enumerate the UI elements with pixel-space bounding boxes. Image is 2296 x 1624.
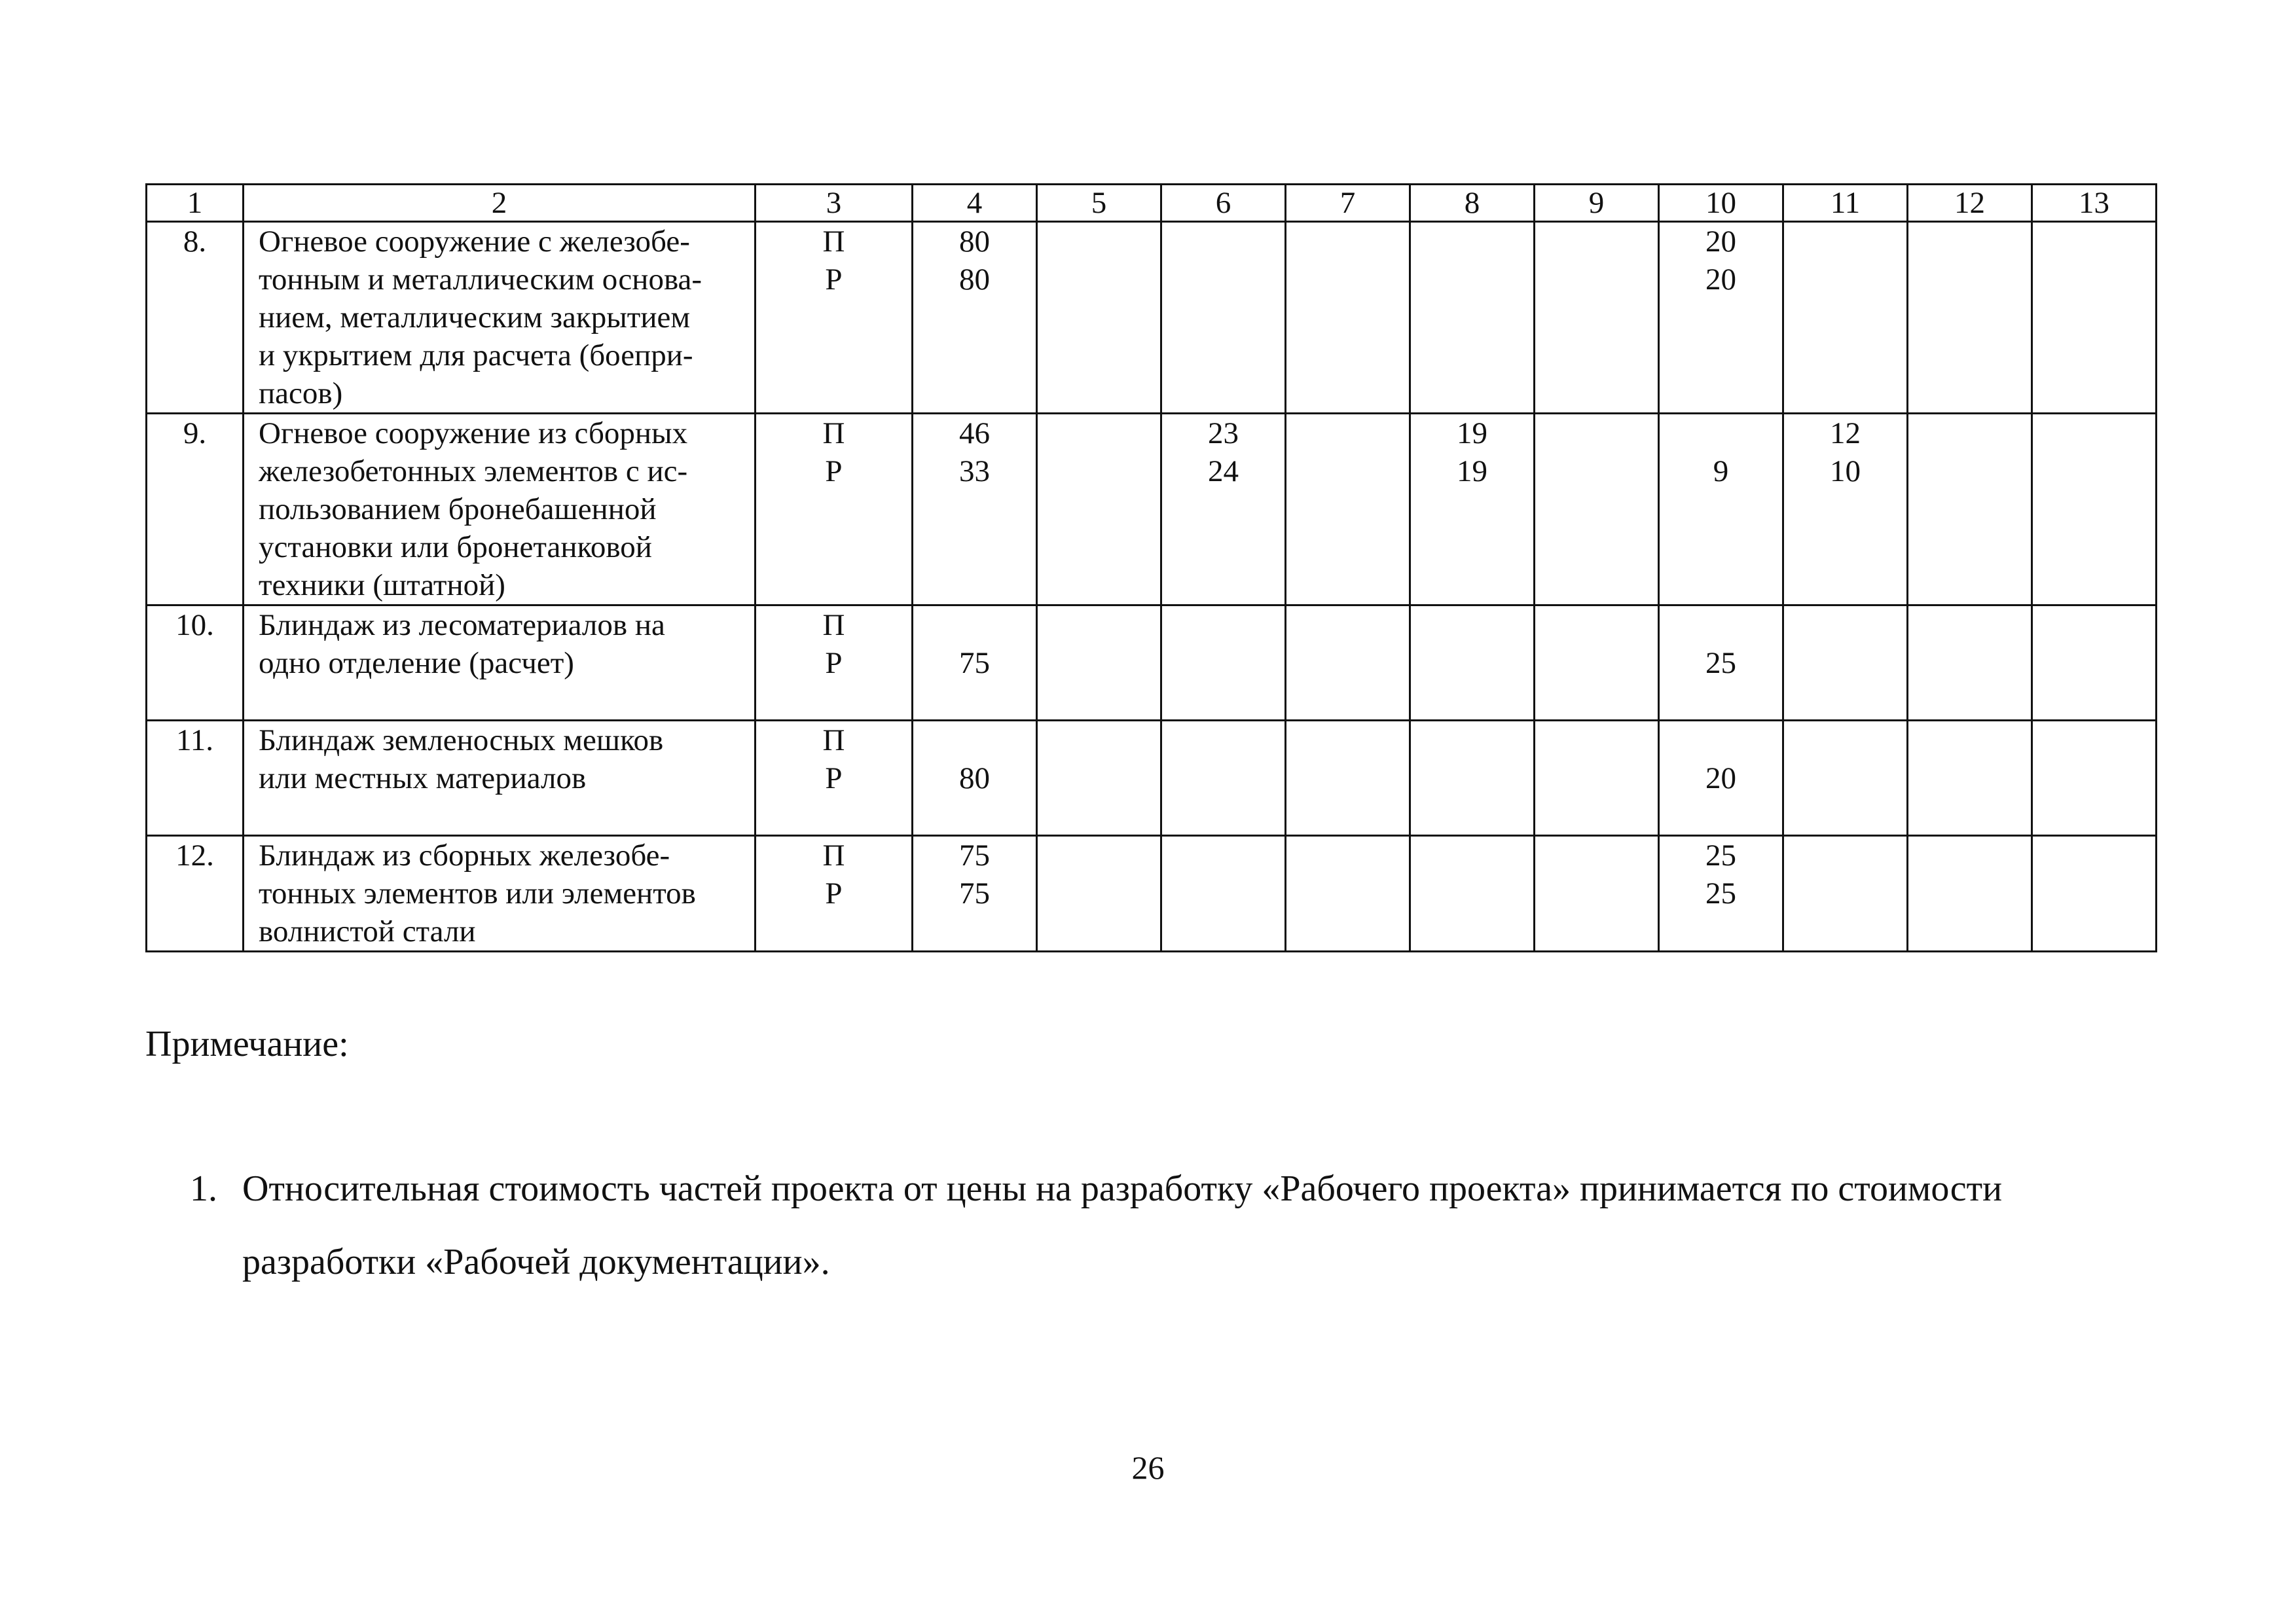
cell-value: 25 [1705,839,1736,873]
cell-value [1784,606,1906,644]
value-cell-col12 [1908,836,2032,952]
cell-value [913,606,1036,644]
row-name-line: Блиндаж из лесоматериалов на [259,608,665,642]
cell-value [1286,644,1409,682]
phase-label: П [822,839,845,873]
value-cell-col11 [1783,605,1908,721]
cell-value [1535,414,1658,452]
cell-value: 24 [1208,454,1239,488]
cell-value [1286,452,1409,490]
value-cell-col7 [1286,605,1410,721]
row-name [244,222,756,414]
cell-value [1038,721,1160,759]
cell-value [1908,261,2031,298]
header-cell: 11 [1783,185,1908,222]
value-cell-col4 [913,222,1037,414]
cell-value [1535,875,1658,912]
cell-value [1908,452,2031,490]
note-item-text: Относительная стоимость частей проекта от цены на разработку «Рабочего проекта» принимается по стоимости разработки «Рабочей документации». [242,1168,2003,1282]
header-cell: 12 [1908,185,2032,222]
value-cell-col9 [1535,222,1659,414]
table-row [147,721,2157,836]
value-cell-col5 [1037,222,1161,414]
cell-value [2033,261,2155,298]
cell-value [1411,721,1533,759]
cell-value [1411,261,1533,298]
cell-value [1908,644,2031,682]
table-row [147,414,2157,605]
cell-value [1784,261,1906,298]
value-cell-col8 [1410,721,1535,836]
cell-value [1535,759,1658,797]
value-cell-col4 [913,605,1037,721]
value-cell-col6 [1161,605,1286,721]
header-cell: 6 [1161,185,1286,222]
cell-value [1286,837,1409,875]
header-cell: 13 [2032,185,2157,222]
phase-label: П [822,723,845,757]
cell-value [1908,606,2031,644]
value-cell-col8 [1410,605,1535,721]
row-name-line: нием, металлическим закрытием [259,300,691,334]
cell-value [2033,875,2155,912]
value-cell-col7 [1286,836,1410,952]
phase-label: Р [825,646,843,680]
cell-value [1038,837,1160,875]
cell-value [1038,606,1160,644]
table-row [147,605,2157,721]
value-cell-col10 [1659,721,1783,836]
cell-value: 75 [959,839,990,873]
value-cell-col10 [1659,605,1783,721]
row-number: 9. [147,414,244,605]
value-cell-col11 [1783,414,1908,605]
cell-value [1286,414,1409,452]
row-name [244,605,756,721]
cell-value [1535,606,1658,644]
cell-value [1411,606,1533,644]
cell-value: 25 [1705,646,1736,680]
phase-cell [756,836,913,952]
cell-value [1908,721,2031,759]
cell-value [1162,223,1285,261]
value-cell-col9 [1535,605,1659,721]
row-name-line: Огневое сооружение с железобе- [259,225,690,259]
phase-label: П [822,416,845,450]
cell-value [1162,261,1285,298]
cell-value: 23 [1208,416,1239,450]
note-item [190,1152,2160,1299]
cell-value [2033,837,2155,875]
value-cell-col10 [1659,414,1783,605]
row-name-line: или местных материалов [259,761,587,795]
header-cell: 1 [147,185,244,222]
cell-value [1908,837,2031,875]
value-cell-col13 [2032,836,2157,952]
cell-value: 9 [1713,454,1729,488]
cell-value: 46 [959,416,990,450]
cell-value: 19 [1457,416,1487,450]
cell-value [2033,452,2155,490]
table-row [147,222,2157,414]
value-cell-col12 [1908,721,2032,836]
row-name-line: волнистой стали [259,914,476,948]
cell-value: 80 [959,761,990,795]
row-name-line: Блиндаж земленосных мешков [259,723,664,757]
cell-value [1162,875,1285,912]
value-cell-col13 [2032,721,2157,836]
cell-value [1535,452,1658,490]
phase-label: Р [825,262,843,297]
cell-value [2033,606,2155,644]
cell-value [1286,721,1409,759]
row-name-line: Огневое сооружение из сборных [259,416,688,450]
value-cell-col9 [1535,721,1659,836]
cell-value [1286,875,1409,912]
row-number: 11. [147,721,244,836]
header-cell: 4 [913,185,1037,222]
cell-value [1784,721,1906,759]
cell-value [1286,759,1409,797]
value-cell-col13 [2032,222,2157,414]
header-cell: 2 [244,185,756,222]
row-name-line: одно отделение (расчет) [259,646,574,680]
cell-value [1660,721,1782,759]
row-name [244,836,756,952]
cell-value [1286,223,1409,261]
header-cell: 10 [1659,185,1783,222]
cell-value [1535,644,1658,682]
value-cell-col13 [2032,605,2157,721]
cell-value [1162,759,1285,797]
page-number: 26 [1131,1449,1165,1486]
cell-value [1411,223,1533,261]
value-cell-col11 [1783,721,1908,836]
cell-value: 33 [959,454,990,488]
cell-value [1784,837,1906,875]
row-name-line: установки или бронетанковой [259,530,652,564]
header-cell: 8 [1410,185,1535,222]
cell-value [1411,644,1533,682]
header-cell: 9 [1535,185,1659,222]
cell-value [1038,261,1160,298]
value-cell-col11 [1783,836,1908,952]
row-name-line: техники (штатной) [259,568,505,602]
value-cell-col12 [1908,605,2032,721]
cell-value: 80 [959,225,990,259]
cell-value [1286,261,1409,298]
cell-value [1162,644,1285,682]
phase-label: Р [825,876,843,911]
row-name-line: железобетонных элементов с ис- [259,454,688,488]
cell-value [1660,414,1782,452]
value-cell-col8 [1410,836,1535,952]
value-cell-col12 [1908,414,2032,605]
cell-value [1162,837,1285,875]
row-name-line: пользованием бронебашенной [259,492,657,526]
value-cell-col9 [1535,836,1659,952]
cell-value: 20 [1705,761,1736,795]
cell-value [1411,875,1533,912]
cell-value [1784,875,1906,912]
cell-value [1535,721,1658,759]
cell-value: 75 [959,646,990,680]
row-name-line: тонным и металлическим основа- [259,262,702,297]
cell-value: 19 [1457,454,1487,488]
cell-value: 25 [1705,876,1736,911]
row-name-line: тонных элементов или элементов [259,876,696,911]
row-name-line: пасов) [259,376,343,410]
phase-cell [756,721,913,836]
phase-label: Р [825,454,843,488]
table-header-row [147,185,2157,222]
note-list [190,1152,2160,1299]
value-cell-col9 [1535,414,1659,605]
cell-value [1038,223,1160,261]
cell-value [1908,875,2031,912]
value-cell-col10 [1659,222,1783,414]
row-name [244,414,756,605]
cell-value [2033,414,2155,452]
cell-value [1162,606,1285,644]
cell-value: 10 [1830,454,1861,488]
cell-value [2033,759,2155,797]
header-cell: 5 [1037,185,1161,222]
phase-cell [756,414,913,605]
value-cell-col5 [1037,605,1161,721]
value-cell-col6 [1161,222,1286,414]
value-cell-col7 [1286,414,1410,605]
value-cell-col4 [913,414,1037,605]
value-cell-col8 [1410,414,1535,605]
cell-value [1038,414,1160,452]
header-cell: 3 [756,185,913,222]
cell-value: 20 [1705,225,1736,259]
row-name-line: Блиндаж из сборных железобе- [259,839,670,873]
cell-value: 20 [1705,262,1736,297]
value-cell-col6 [1161,414,1286,605]
value-cell-col4 [913,721,1037,836]
phase-cell [756,605,913,721]
value-cell-col4 [913,836,1037,952]
value-cell-col7 [1286,222,1410,414]
cell-value [1038,759,1160,797]
cell-value [1411,837,1533,875]
phase-label: П [822,225,845,259]
value-cell-col5 [1037,414,1161,605]
value-cell-col12 [1908,222,2032,414]
cell-value: 80 [959,262,990,297]
cell-value [2033,644,2155,682]
cell-value [2033,223,2155,261]
cell-value [1535,223,1658,261]
cell-value [1908,223,2031,261]
row-number: 10. [147,605,244,721]
cell-value [913,721,1036,759]
cell-value [1784,644,1906,682]
row-number: 12. [147,836,244,952]
table-row [147,836,2157,952]
cell-value [1660,606,1782,644]
cell-value [1286,606,1409,644]
phase-cell [756,222,913,414]
cell-value [1535,261,1658,298]
value-cell-col11 [1783,222,1908,414]
cell-value: 12 [1830,416,1861,450]
cell-value [1038,644,1160,682]
cell-value [1908,414,2031,452]
value-cell-col5 [1037,721,1161,836]
cost-table [145,183,2157,952]
phase-label: Р [825,761,843,795]
value-cell-col6 [1161,721,1286,836]
value-cell-col10 [1659,836,1783,952]
cell-value [1038,452,1160,490]
cell-value: 75 [959,876,990,911]
phase-label: П [822,608,845,642]
cell-value [2033,721,2155,759]
cell-value [1162,721,1285,759]
value-cell-col7 [1286,721,1410,836]
value-cell-col6 [1161,836,1286,952]
row-name-line: и укрытием для расчета (боепри- [259,338,693,372]
note-item-number: 1. [190,1168,217,1209]
cell-value [1784,223,1906,261]
cell-value [1908,759,2031,797]
cell-value [1038,875,1160,912]
cell-value [1535,837,1658,875]
row-name [244,721,756,836]
value-cell-col13 [2032,414,2157,605]
cell-value [1411,759,1533,797]
value-cell-col8 [1410,222,1535,414]
cell-value [1784,759,1906,797]
header-cell: 7 [1286,185,1410,222]
row-number: 8. [147,222,244,414]
value-cell-col5 [1037,836,1161,952]
note-title: Примечание: [145,1024,349,1064]
